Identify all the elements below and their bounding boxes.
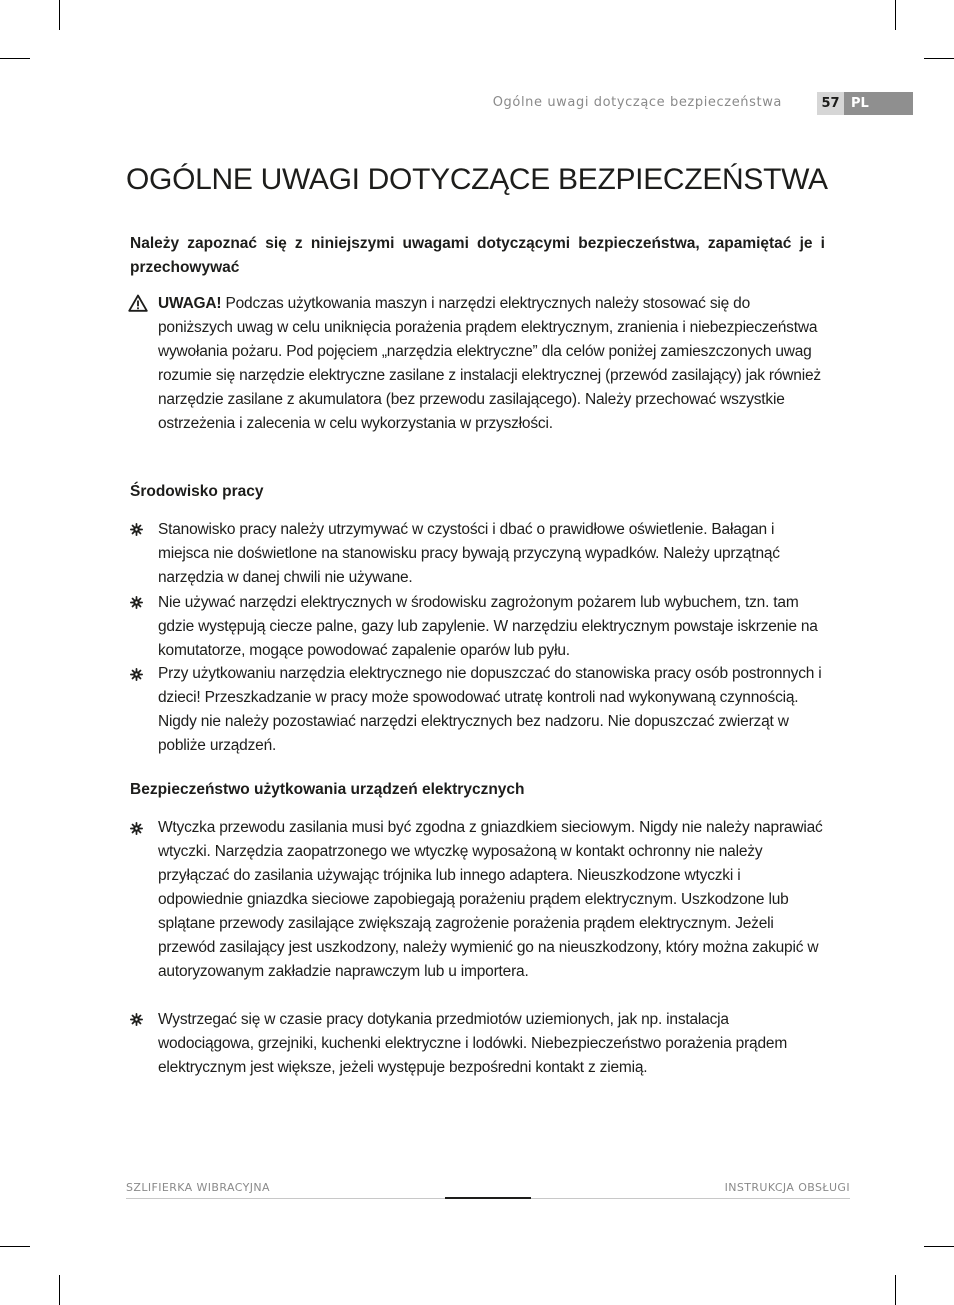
gear-bullet-icon [130,1013,143,1026]
warning-paragraph [158,292,828,436]
list-item: Przy użytkowaniu narzędzia elektrycznego nie dopuszczać do stanowiska pracy osób postronnych i dzieci! Przeszkadzanie w pracy może spowodować utratę kontroli nad wykonywaną czynnością. Nigdy nie należy pozostawiać narzędzi elektrycznych bez nadzoru. Nie dopuszczać zwierząt w pobliże urządzeń. [158,665,822,754]
crop-mark [59,0,60,30]
gear-bullet-icon [130,822,143,835]
list-item: Wystrzegać się w czasie pracy dotykania przedmiotów uziemionych, jak np. instalacja wodociągowa, grzejniki, kuchenki elektryczne i lodówki. Niebezpieczeństwo porażenia prądem elektrycznym jest większe, jeżeli występuje bezpośredni kontakt z ziemią. [158,1011,788,1076]
footer-manual-label: INSTRUKCJA OBSŁUGI [724,1181,850,1194]
crop-mark [59,1275,60,1305]
gear-bullet-icon [130,668,143,681]
footer-divider-accent [445,1197,531,1199]
running-header: Ogólne uwagi dotyczące bezpieczeństwa [492,95,782,110]
gear-bullet-icon [130,523,143,536]
crop-mark [895,0,896,30]
page-number: 57 [817,92,844,115]
section-heading-electrical-safety: Bezpieczeństwo użytkowania urządzeń elektrycznych [130,781,525,798]
crop-mark [895,1275,896,1305]
list-item: Nie używać narzędzi elektrycznych w środowisku zagrożonym pożarem lub wybuchem, tzn. tam gdzie występują ciecze palne, gazy lub zapylenie. W narzędziu elektrycznym powstaje iskrzenie na komutatorze, mogące powodować zapalenie oparów lub pyłu. [158,594,818,659]
warning-text: Podczas użytkowania maszyn i narzędzi elektrycznych należy stosować się do poniższych uwag w celu uniknięcia porażenia prądem elektrycznym, zranienia i niebezpieczeństwa wywołania pożaru. Pod pojęciem „narzędzia elektryczne” dla celów poniżej zamieszczonych uwag rozumie się narzędzie elektryczne zasilane z instalacji elektrycznej (przewód zasilający) jak również narzędzie zasilane z akumulatora (bez przewodu zasilającego). Należy przechować wszystkie ostrzeżenia i zalecenia w celu wykorzystania w przyszłości. [158,295,821,432]
intro-text: Należy zapoznać się z niniejszymi uwagami dotyczącymi bezpieczeństwa, zapamiętać je i przechowywać [130,235,825,276]
language-tag: PL [844,92,913,115]
warning-label: UWAGA! [158,295,222,312]
list-item: Wtyczka przewodu zasilania musi być zgodna z gniazdkiem sieciowym. Nigdy nie należy naprawiać wtyczki. Narzędzia zaopatrzonego we wtyczkę wyposażoną w kontakt ochronny nie należy przyłączać do zasilania używając trójnika lub innego adaptera. Nieuszkodzone wtyczki i odpowiednie gniazdka sieciowe zapobiegają porażeniu prądem elektrycznym. Uszkodzone lub splątane przewody zasilające zwiększają zagrożenie porażenia prądem elektrycznym. Jeżeli przewód zasilający jest uszkodzony, należy wymienić go na nieuszkodzony, który można zakupić w autoryzowanym zakładzie naprawczym lub u importera. [158,819,823,980]
gear-bullet-icon [130,596,143,609]
crop-mark [0,1246,30,1247]
page-title: OGÓLNE UWAGI DOTYCZĄCE BEZPIECZEŃSTWA [126,163,828,196]
section-heading-work-environment: Środowisko pracy [130,483,264,500]
crop-mark [924,1246,954,1247]
crop-mark [0,58,30,59]
footer-product-name: SZLIFIERKA WIBRACYJNA [126,1181,270,1194]
crop-mark [924,58,954,59]
list-item: Stanowisko pracy należy utrzymywać w czystości i dbać o prawidłowe oświetlenie. Bałagan i miejsca nie doświetlone na stanowisku pracy bywają przyczyną wypadków. Należy uprzątnąć narzędzia w danej chwili nie używane. [158,521,780,586]
warning-triangle-icon [128,294,148,312]
